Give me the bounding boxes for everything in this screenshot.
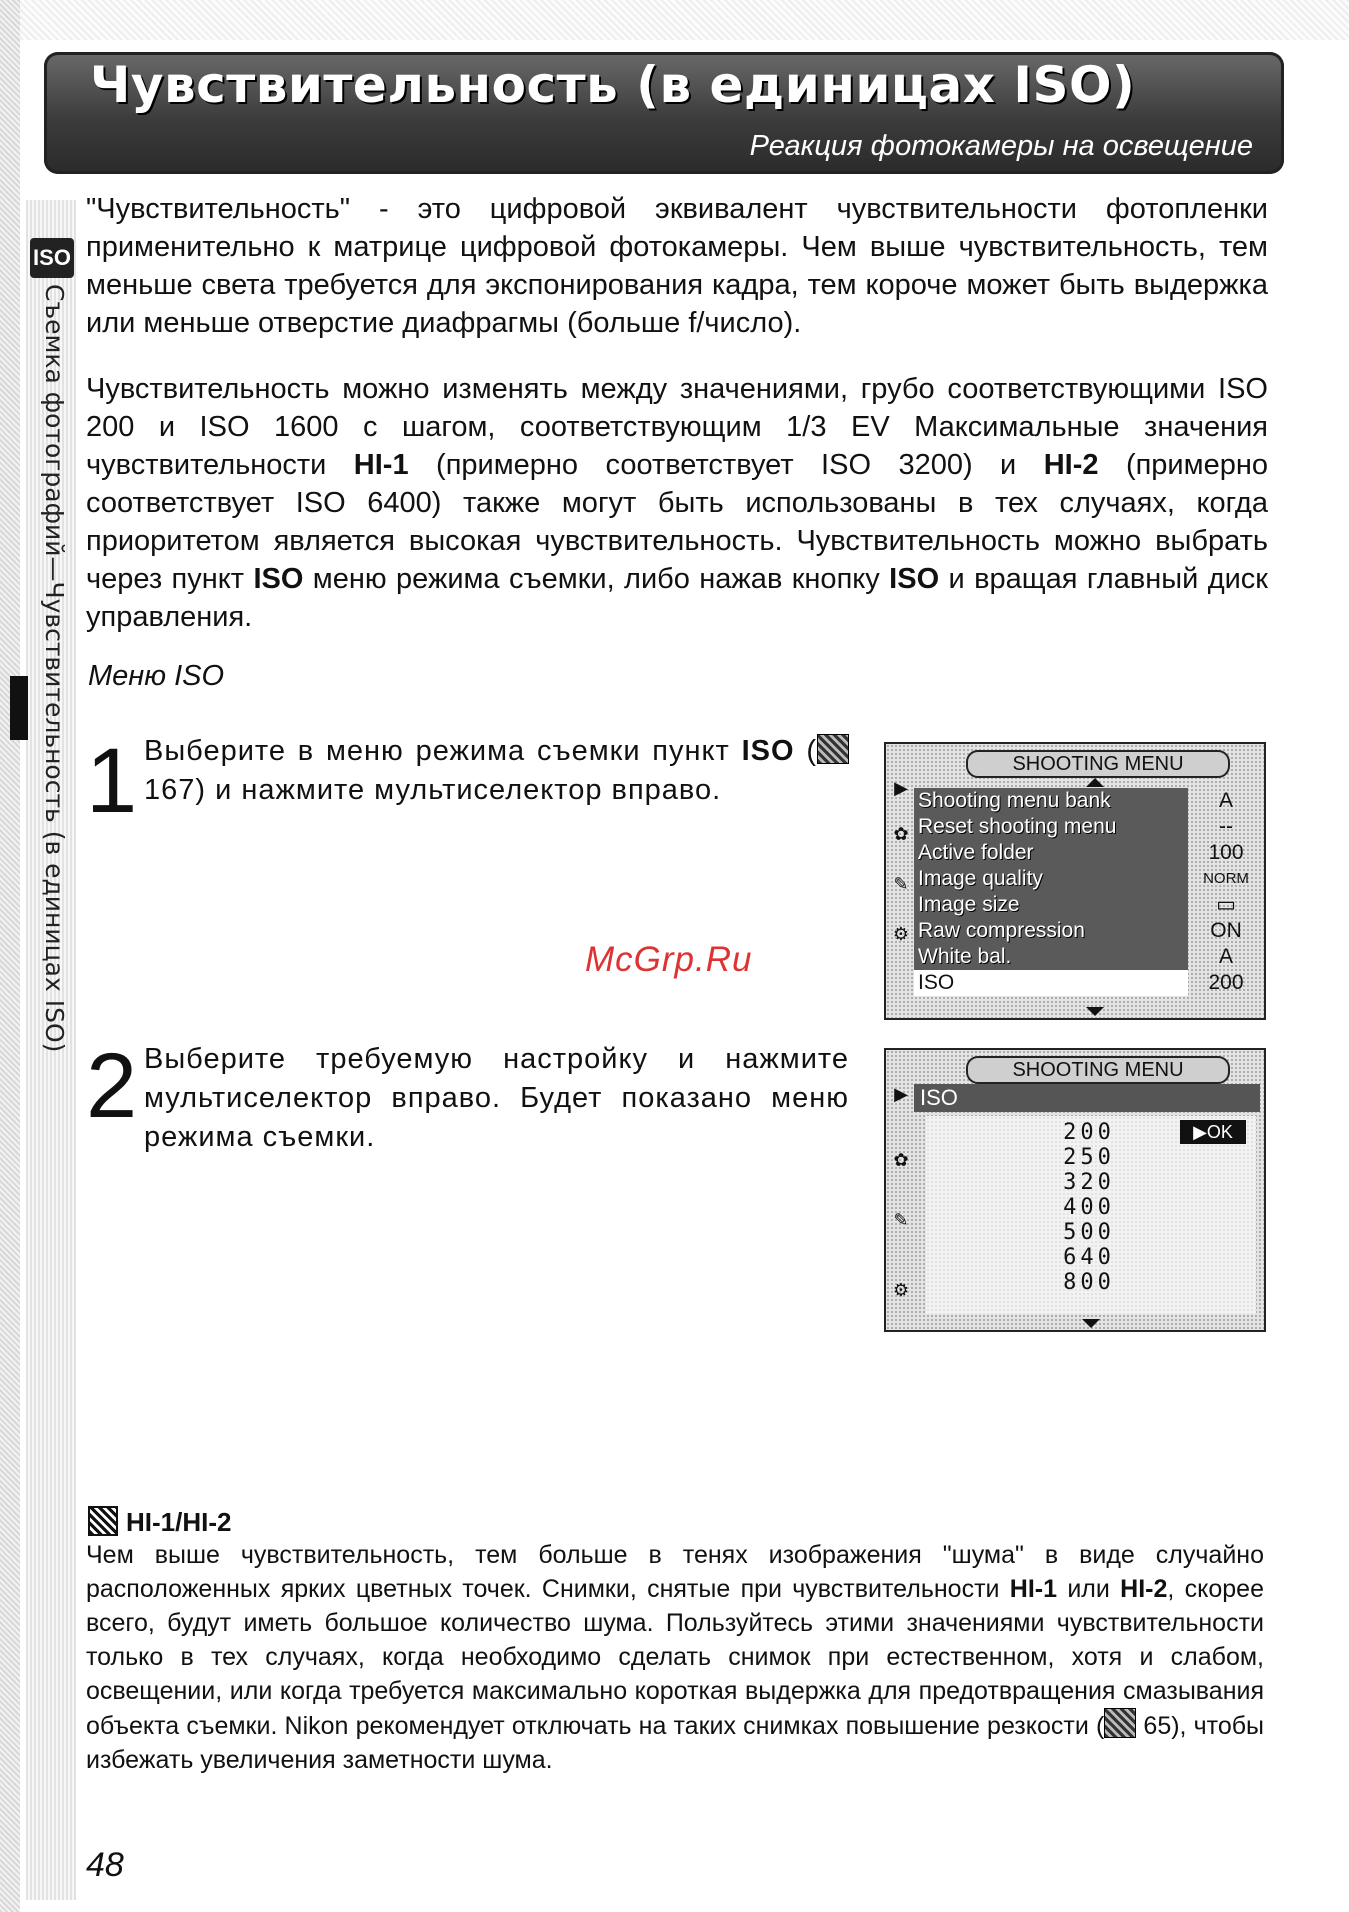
setup-tab-icon: ⚙: [892, 924, 910, 944]
iso-option[interactable]: 500: [1063, 1220, 1115, 1245]
page-number: 48: [86, 1846, 124, 1884]
iso-tab-icon: ISO: [30, 238, 74, 278]
pencil-tab-icon: ✎: [893, 874, 909, 894]
page-title: Чувствительность (в единицах ISO): [90, 56, 1136, 114]
section-marker: [10, 676, 28, 740]
menu-value: ON: [1210, 919, 1242, 942]
iso-option[interactable]: 200: [1063, 1120, 1115, 1145]
hi1-label: HI-1: [353, 449, 409, 481]
menu-item-iso[interactable]: ISO: [914, 970, 1188, 996]
menu-value: A: [1218, 789, 1233, 812]
screen-title: SHOOTING MENU: [966, 750, 1230, 778]
menu-list: [914, 788, 1188, 994]
playback-tab-icon: ▶: [894, 778, 908, 798]
sidebar-vertical-text: Съемка фотографий—Чувствительность (в единицах ISO): [40, 284, 69, 1053]
menu-value: 100: [1208, 841, 1244, 864]
scroll-up-arrow-icon: [1086, 778, 1104, 787]
camera-tab-icon: ✿: [893, 824, 909, 844]
watermark: McGrp.Ru: [585, 940, 753, 979]
intro-paragraph-2: Чувствительность можно изменять между значениями, грубо соответствующими ISO 200 и ISO 1600 с шагом, соответствующим 1/3 EV Максимальные значения чувствительности HI-1 (примерно соответствует ISO 3200) и HI-2 (примерно соответствует ISO 6400) также могут быть использованы в тех случаях, когда приоритетом является высокая чувствительность. Чувствительность можно выбрать через пункт ISO меню режима съемки, либо нажав кнопку ISO и вращая главный диск управления.: [86, 373, 1268, 633]
note-heading: HI-1/HI-2: [88, 1506, 231, 1538]
iso-option[interactable]: 400: [1063, 1195, 1115, 1220]
page-reference-icon: [817, 734, 849, 764]
menu-value: A: [1218, 945, 1233, 968]
pencil-tab-icon: ✎: [893, 1210, 909, 1230]
menu-tab-icons: [890, 774, 912, 1014]
hi2-label: HI-2: [1043, 449, 1099, 481]
menu-value: 200: [1208, 971, 1244, 994]
scan-edge-left: [0, 0, 20, 1912]
screen-title: SHOOTING MENU: [966, 1056, 1230, 1084]
iso-menu-heading: Меню ISO: [88, 660, 225, 692]
menu-value: --: [1219, 815, 1233, 838]
menu-item-white-bal[interactable]: White bal.: [918, 945, 1012, 968]
iso-option[interactable]: 320: [1063, 1170, 1115, 1195]
step-1-number: 1: [86, 730, 138, 832]
menu-tab-icons: [890, 1080, 912, 1326]
fraction: 1/3: [786, 411, 827, 443]
scan-edge-top: [0, 0, 1349, 40]
menu-item-image-quality[interactable]: Image quality: [918, 867, 1043, 890]
menu-item-reset[interactable]: Reset shooting menu: [918, 815, 1117, 838]
scroll-down-arrow-icon: [1086, 1007, 1104, 1016]
iso-value-list: [926, 1116, 1256, 1314]
shooting-menu-screen: [884, 742, 1266, 1020]
iso-option[interactable]: 640: [1063, 1245, 1115, 1270]
ok-button[interactable]: ▶OK: [1180, 1120, 1246, 1144]
scroll-down-arrow-icon: [1082, 1319, 1100, 1328]
iso-submenu-header: ISO: [914, 1084, 1260, 1112]
intro-paragraph-1: "Чувствительность" - это цифровой эквивалент чувствительности фотопленки применительно к матрице цифровой фотокамеры. Чем выше чувствительность, тем меньше света требуется для экспонирования кадра, тем короче может быть выдержка или меньше отверстие диафрагмы (больше f/число).: [86, 193, 1268, 339]
iso-menu-label: ISO: [253, 563, 304, 595]
page-subtitle: Реакция фотокамеры на освещение: [749, 130, 1253, 162]
note-text: Чем выше чувствительность, тем больше в тенях изображения "шума" в виде случайно расположенных ярких цветных точек. Снимки, снятые при чувствительности HI-1 или HI-2, скорее всего, будут иметь большое количество шума. Пользуйтесь этими значениями чувствительности только в тех случаях, когда необходимо сделать снимок при естественном, хотя и слабом, освещении, или когда требуется максимально короткая выдержка для предотвращения смазывания объекта съемки. Nikon рекомендует отключать на таких снимках повышение резкости ( 65), чтобы избежать увеличения заметности шума.: [86, 1541, 1265, 1774]
playback-tab-icon: ▶: [894, 1084, 908, 1104]
step-2-text: Выберите требуемую настройку и нажмите мультиселектор вправо. Будет показано меню режима съемки.: [144, 1043, 849, 1153]
menu-value: ▭: [1216, 893, 1236, 916]
menu-item-shooting-bank[interactable]: Shooting menu bank: [918, 789, 1111, 812]
setup-tab-icon: ⚙: [892, 1280, 910, 1300]
iso-button-label: ISO: [889, 563, 940, 595]
menu-item-active-folder[interactable]: Active folder: [918, 841, 1034, 864]
menu-values: [1192, 788, 1260, 996]
camera-tab-icon: ✿: [893, 1150, 909, 1170]
iso-option[interactable]: 250: [1063, 1145, 1115, 1170]
note-pencil-icon: [88, 1506, 118, 1536]
menu-value: NORM: [1203, 870, 1249, 887]
iso-menu-screen: [884, 1048, 1266, 1332]
page-reference-icon: [1104, 1708, 1136, 1738]
step-2-number: 2: [86, 1035, 138, 1137]
step-1-text: Выберите в меню режима съемки пункт ISO ( 167) и нажмите мультиселектор вправо.: [144, 732, 849, 810]
menu-item-image-size[interactable]: Image size: [918, 893, 1020, 916]
iso-option[interactable]: 800: [1063, 1270, 1115, 1295]
menu-item-raw-compression[interactable]: Raw compression: [918, 919, 1085, 942]
